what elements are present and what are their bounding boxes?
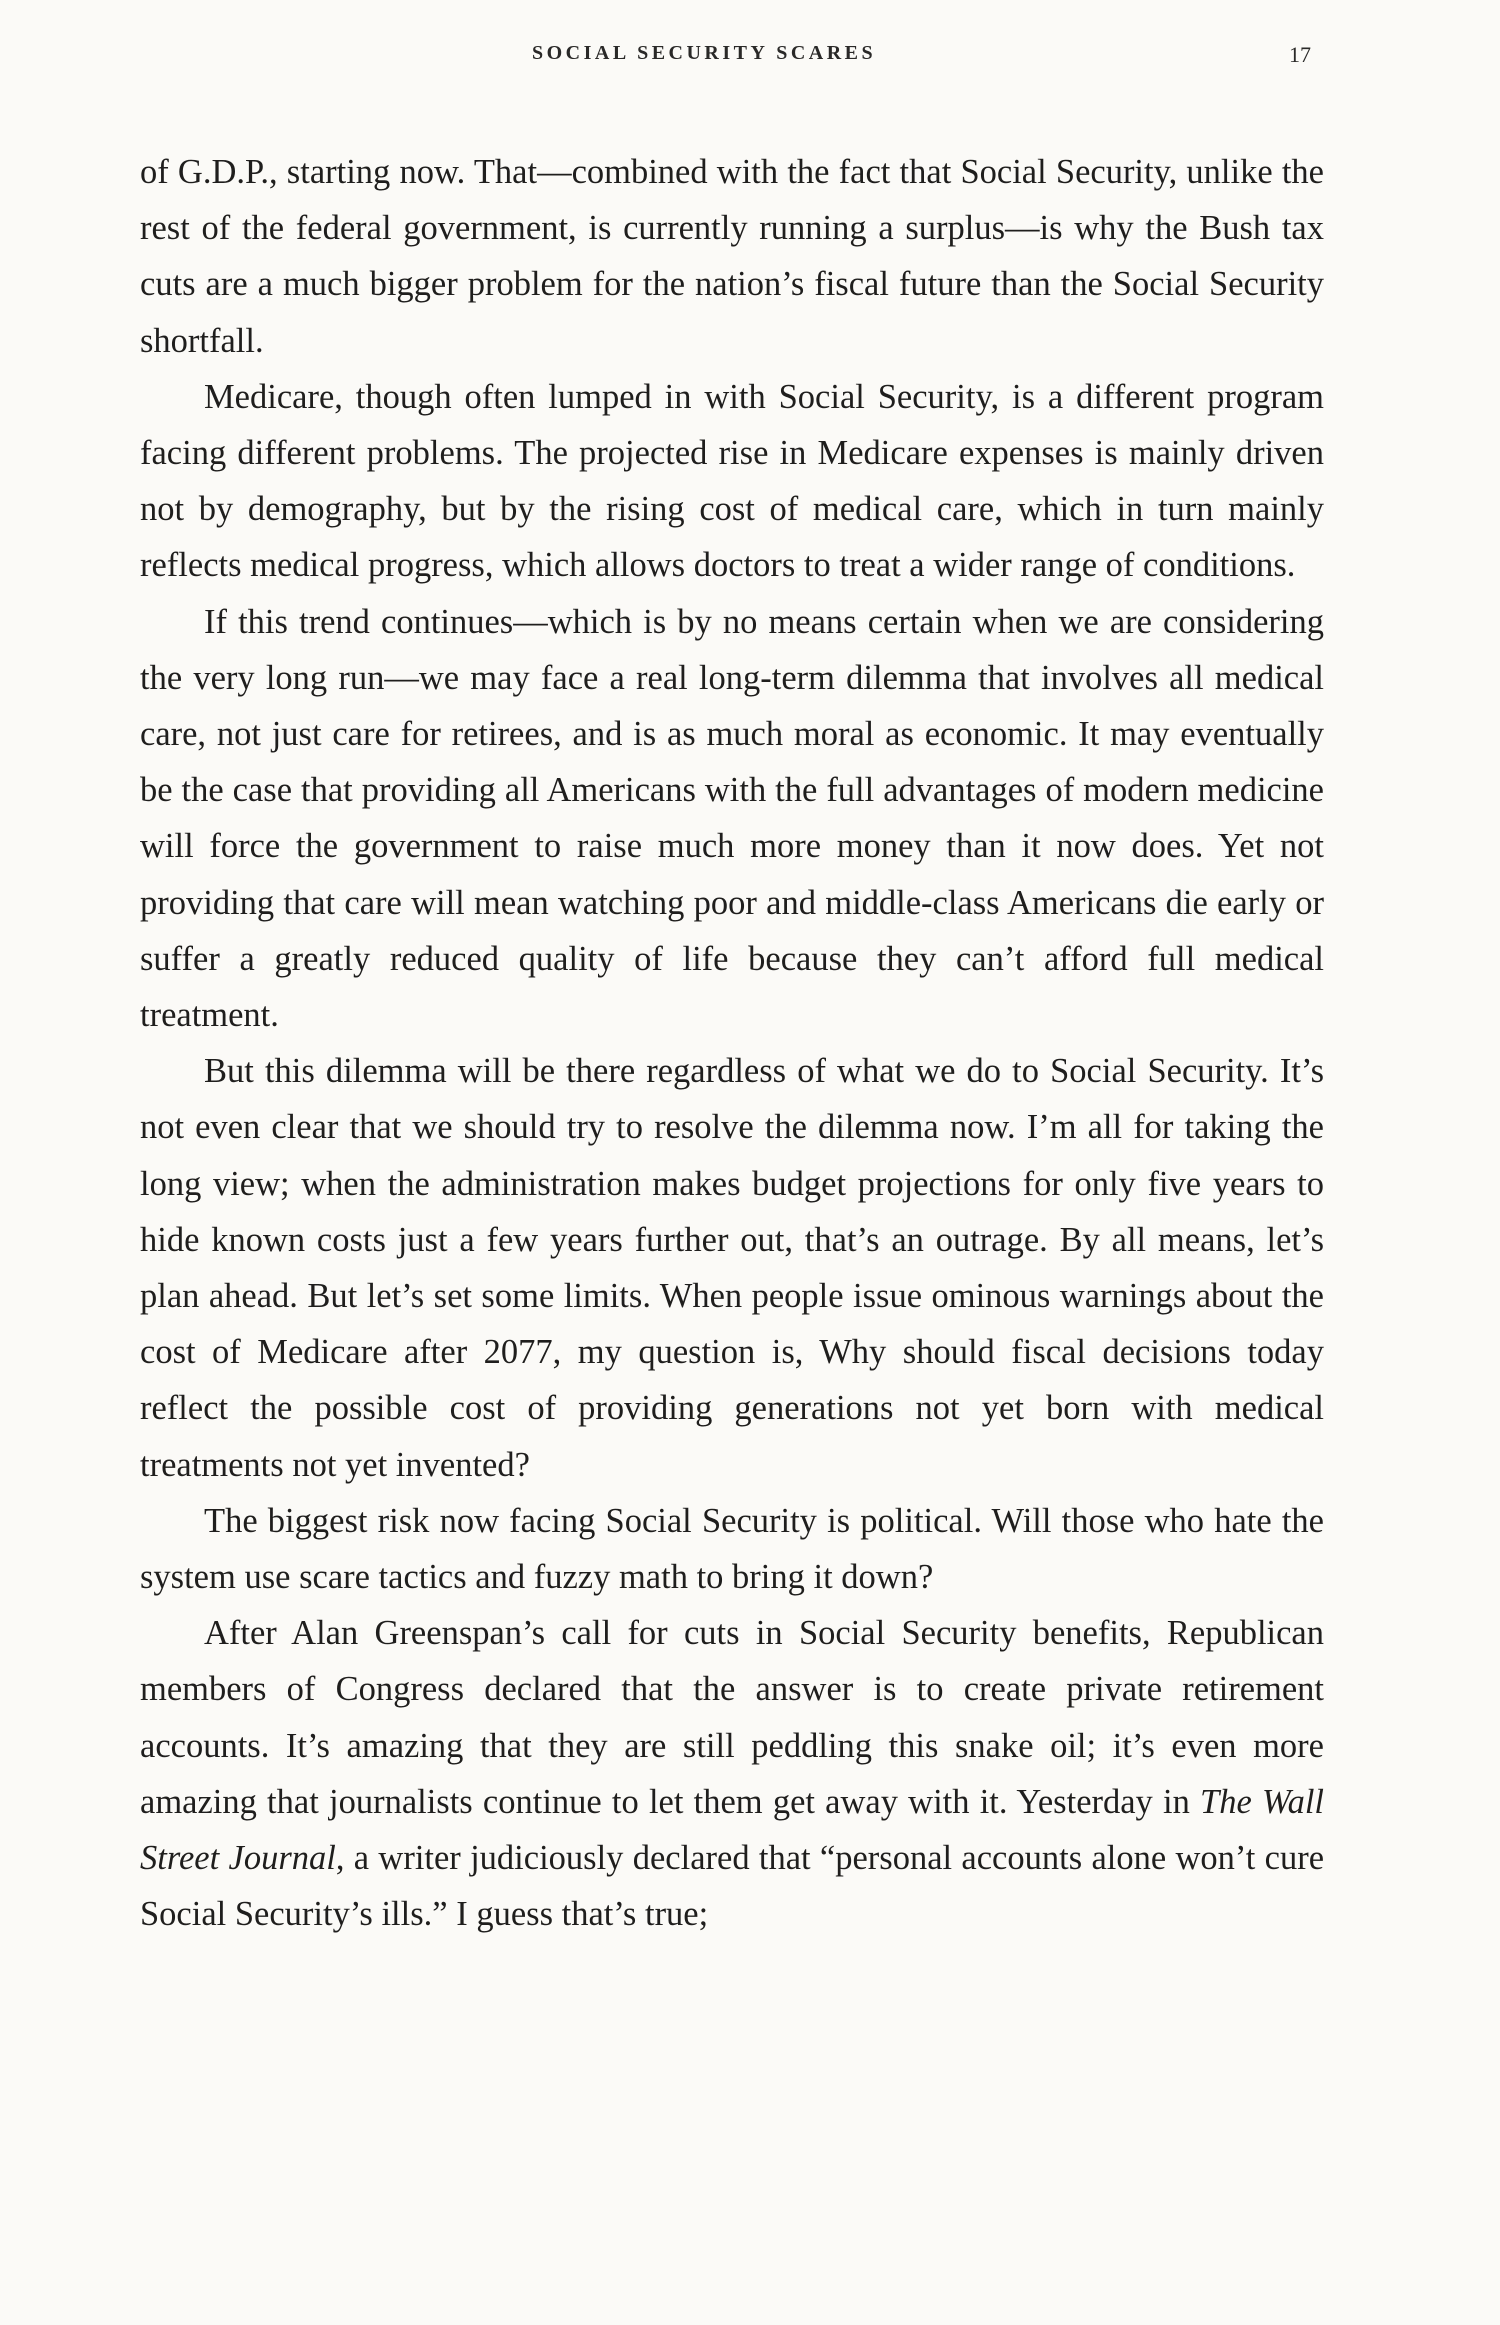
- page-number: 17: [1289, 42, 1311, 67]
- paragraph-6-text-after: , a writer judiciously declared that “personal accounts alone won’t cure Social Security’s ills.” I guess that’s true;: [140, 1839, 1325, 1934]
- paragraph-4: But this dilemma will be there regardless of what we do to Social Security. It’s not even clear that we should try to resolve the dilemma now. I’m all for taking the long view; when the administration makes budget projections for only five years to hide known costs just a few years further out, that’s an outrage. By all means, let’s plan ahead. But let’s set some limits. When people issue ominous warnings about the cost of Medicare after 2077, my question is, Why should fiscal decisions today reflect the possible cost of providing generations not yet born with medical treatments not yet invented?: [140, 1052, 1324, 1484]
- paragraph-6: [140, 1605, 1324, 1942]
- running-title: SOCIAL SECURITY SCARES: [532, 42, 877, 64]
- paragraph-2: Medicare, though often lumped in with Social Security, is a different program facing different problems. The projected rise in Medicare expenses is mainly driven not by demography, but by the rising cost of medical care, which in turn mainly reflects medical progress, which allows doctors to treat a wider range of conditions.: [140, 377, 1324, 585]
- paragraph-1: of G.D.P., starting now. That—combined with the fact that Social Security, unlike the rest of the federal government, is currently running a surplus—is why the Bush tax cuts are a much bigger problem for the nation’s fiscal future than the Social Security shortfall.: [140, 153, 1324, 360]
- paragraph-6-text-before: After Alan Greenspan’s call for cuts in Social Security benefits, Republican members of Congress declared that the answer is to create private retirement accounts. It’s amazing that they are still peddling this snake oil; it’s even more amazing that journalists continue to let them get away with it. Yesterday in: [140, 1614, 1324, 1821]
- body-text: [140, 144, 1324, 1943]
- paragraph-3: If this trend continues—which is by no means certain when we are considering the very long run—we may face a real long-term dilemma that involves all medical care, not just care for retirees, and is as much moral as economic. It may eventually be the case that providing all Americans with the full advantages of modern medicine will force the government to raise much more money than it now does. Yet not providing that care will mean watching poor and middle-class Americans die early or suffer a greatly reduced quality of life because they can’t afford full medical treatment.: [140, 602, 1324, 1035]
- paragraph-5: The biggest risk now facing Social Security is political. Will those who hate the system use scare tactics and fuzzy math to bring it down?: [140, 1501, 1324, 1597]
- newspaper-title: The Wall Street Journal: [140, 1782, 1324, 1878]
- running-head: [0, 42, 1500, 72]
